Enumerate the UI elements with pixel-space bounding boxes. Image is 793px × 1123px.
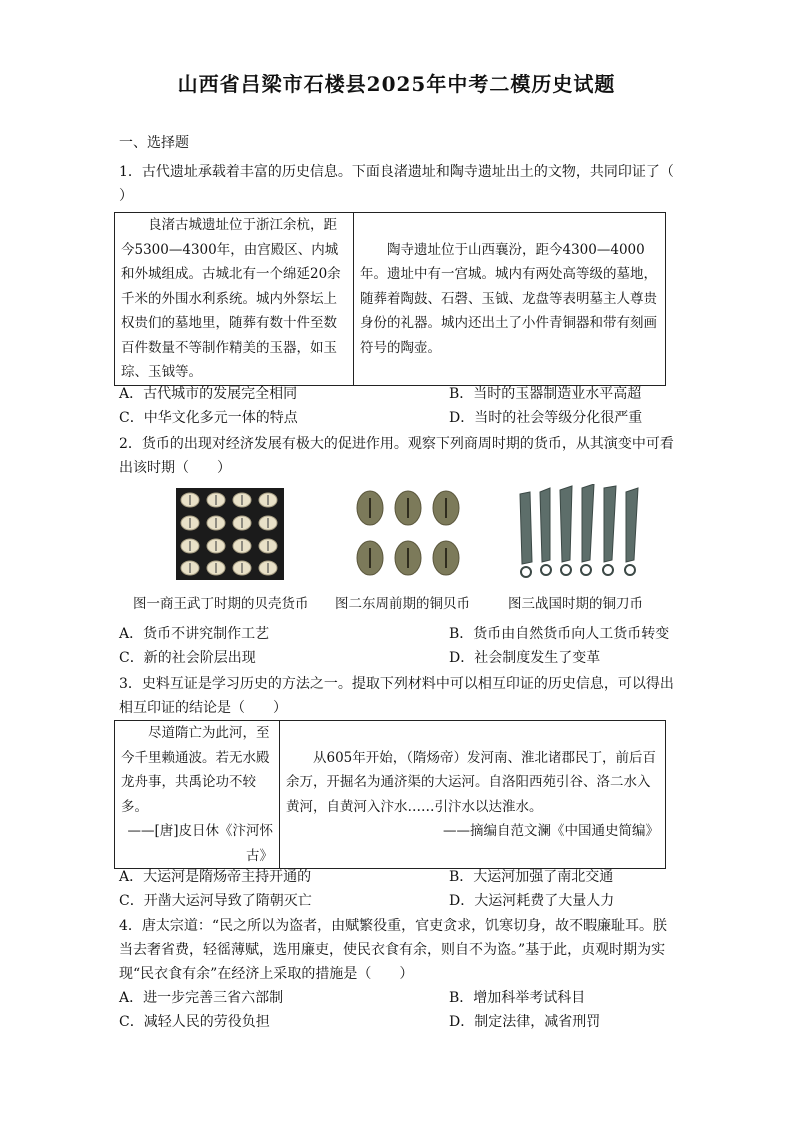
q1-stem-line2: ）: [119, 188, 133, 204]
q3-stem-line1: 3．史料互证是学习历史的方法之一。提取下列材料中可以相互印证的历史信息，可以得出: [119, 676, 674, 692]
q3-stem: [119, 672, 679, 720]
q4-option-a[interactable]: A．进一步完善三省六部制: [119, 990, 284, 1006]
q1-material-table: [114, 212, 666, 386]
q1-material-right: 陶寺遗址位于山西襄汾，距今4300—4000年。遗址中有一宫城。城内有两处高等级的墓地，随葬着陶鼓、石磬、玉钺、龙盘等表明墓主人尊贵身份的礼器。城内还出土了小件青铜器和带有刻画符号的陶壶。: [354, 213, 666, 386]
q3-material-table: [114, 720, 666, 869]
q3-prose-citation: ——摘编自范文澜《中国通史简编》: [443, 823, 659, 839]
q2-option-c[interactable]: C．新的社会阶层出现: [119, 650, 256, 666]
page-title: 山西省吕梁市石楼县2025年中考二模历史试题: [177, 72, 616, 96]
q3-material-right: [280, 721, 666, 869]
q1-stem-line1: 1．古代遗址承载着丰富的历史信息。下面良渚遗址和陶寺遗址出土的文物，共同印证了（: [119, 164, 674, 180]
q1-option-b[interactable]: B．当时的玉器制造业水平高超: [449, 386, 642, 402]
q4-option-c[interactable]: C．减轻人民的劳役负担: [119, 1014, 270, 1030]
q3-stem-line2: 相互印证的结论是（ ）: [119, 700, 287, 716]
q4-stem-line3: 现“民衣食有余”在经济上采取的措施是（ ）: [119, 966, 414, 982]
q3-poem-citation: ——[唐]皮日休《汴河怀古》: [127, 823, 273, 864]
q3-prose: 从605年开始，（隋炀帝）发河南、淮北诸郡民丁，前后百余万，开掘名为通济渠的大运河。自洛阳西苑引谷、洛二水入黄河，自黄河入汴水……引汴水以达淮水。: [286, 749, 657, 815]
q2-caption-2: 图二东周前期的铜贝币: [335, 596, 470, 612]
q2-stem: [119, 432, 679, 480]
q3-option-a[interactable]: A．大运河是隋炀帝主持开通的: [119, 869, 312, 885]
q1-option-d[interactable]: D．当时的社会等级分化很严重: [449, 410, 643, 426]
q4-stem-line2: 当去奢省费，轻徭薄赋，选用廉吏，使民衣食有余，则自不为盗。”基于此，贞观时期为实: [119, 942, 666, 958]
q2-option-d[interactable]: D．社会制度发生了变革: [449, 650, 601, 666]
q4-stem: [119, 914, 679, 986]
q2-stem-line1: 2．货币的出现对经济发展有极大的促进作用。观察下列商周时期的货币，从其演变中可看: [119, 436, 674, 452]
knife-coin-image: [510, 484, 656, 582]
q2-stem-line2: 出该时期（ ）: [119, 460, 231, 476]
shell-currency-image: [176, 488, 284, 580]
q4-option-d[interactable]: D．制定法律，减省刑罚: [449, 1014, 601, 1030]
q2-caption-3: 图三战国时期的铜刀币: [508, 596, 643, 612]
q1-material-left: 良渚古城遗址位于浙江余杭，距今5300—4300年，由宫殿区、内城和外城组成。古城北有一个绵延20余千米的外围水利系统。城内外祭坛上权贵们的墓地里，随葬有数十件至数百件数量不等制作精美的玉器，如玉琮、玉钺等。: [115, 213, 354, 386]
q3-poem: 尽道隋亡为此河，至今千里赖通波。若无水殿龙舟事，共禹论功不较多。: [121, 725, 270, 815]
q1-option-a[interactable]: A．古代城市的发展完全相同: [119, 386, 298, 402]
q3-option-b[interactable]: B．大运河加强了南北交通: [449, 869, 614, 885]
q4-stem-line1: 4．唐太宗道：“民之所以为盗者，由赋繁役重，官吏贪求，饥寒切身，故不暇廉耻耳。朕: [119, 918, 668, 934]
q1-option-c[interactable]: C．中华文化多元一体的特点: [119, 410, 298, 426]
q2-caption-1: 图一商王武丁时期的贝壳货币: [133, 596, 309, 612]
q3-option-c[interactable]: C．开凿大运河导致了隋朝灭亡: [119, 893, 312, 909]
bronze-shell-coin-image: [350, 486, 466, 582]
q1-stem: [119, 160, 679, 208]
q3-material-left: [115, 721, 280, 869]
q3-option-d[interactable]: D．大运河耗费了大量人力: [449, 893, 615, 909]
q2-option-b[interactable]: B．货币由自然货币向人工货币转变: [449, 626, 670, 642]
q4-option-b[interactable]: B．增加科举考试科目: [449, 990, 586, 1006]
section-heading: 一、选择题: [119, 135, 189, 151]
q2-option-a[interactable]: A．货币不讲究制作工艺: [119, 626, 270, 642]
